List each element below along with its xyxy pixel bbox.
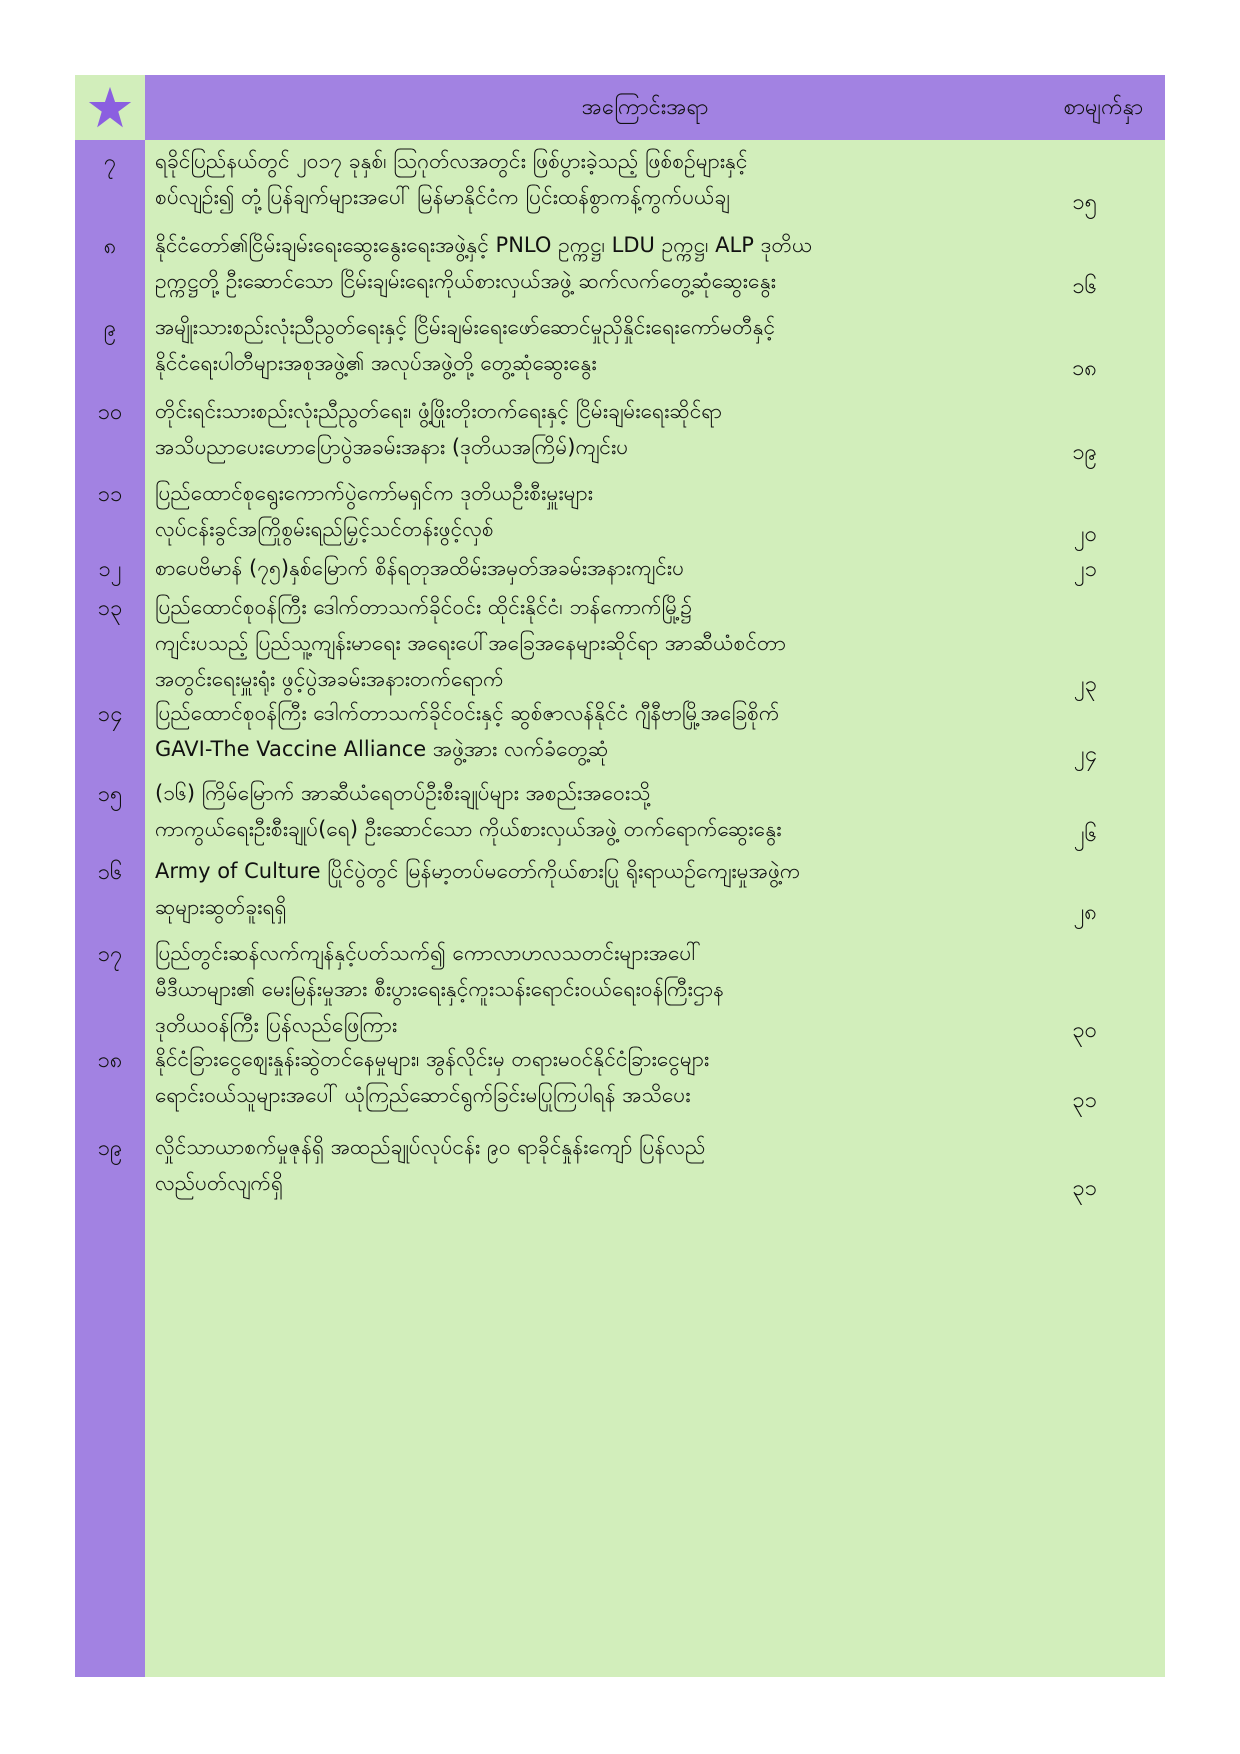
entry-title-line: တိုင်းရင်းသားစည်းလုံးညီညွတ်ရေး၊ ဖွံ့ဖြိုးတိုးတက်ရေးနှင့် ငြိမ်းချမ်းရေးဆိုင်ရာ (155, 399, 723, 423)
table-of-contents (75, 75, 1165, 1677)
entry-title-line: နိုင်ငံခြားငွေဈေးနှုန်းဆွဲတင်နေမှုများ၊ အွန်လိုင်းမှ တရားမဝင်နိုင်ငံခြားငွေများ (155, 1047, 710, 1071)
entry-title-line: ကာကွယ်ရေးဦးစီးချုပ်(ရေ) ဦးဆောင်သော ကိုယ်စားလှယ်အဖွဲ့ တက်ရောက်ဆွေးနွေး (155, 817, 782, 841)
entry-title-line: ရောင်းဝယ်သူများအပေါ် ယုံကြည်ဆောင်ရွက်ခြင်းမပြုကြပါရန် အသိပေး (155, 1083, 691, 1107)
entry-number: ၁၅ (97, 782, 123, 807)
entry-title-line: မီဒီယာများ၏ မေးမြန်းမှုအား စီးပွားရေးနှင့်ကူးသန်းရောင်းဝယ်ရေးဝန်ကြီးဌာန (155, 977, 725, 1001)
header-star-cell (75, 75, 145, 140)
entry-number: ၉ (103, 316, 117, 341)
entry-number: ၁၀ (97, 400, 123, 425)
entry-title (155, 1129, 1035, 1201)
entry-title-line: လုပ်ငန်းခွင်အကြိုစွမ်းရည်မြှင့်သင်တန်းဖွင့်လှစ် (155, 517, 494, 541)
entry-title (155, 775, 1035, 847)
header-title: အကြောင်းအရာ (581, 95, 709, 120)
header-bar (145, 75, 1165, 140)
entry-number: ၁၆ (97, 860, 123, 885)
entry-page-number: ၂၁ (1073, 557, 1097, 582)
entry-page-number: ၂၄ (1073, 742, 1097, 767)
entry-title (155, 589, 1035, 697)
entry-title (155, 853, 1035, 925)
entry-title-line: အသိပညာပေးဟောပြောပွဲအခမ်းအနား (ဒုတိယအကြိမ်)ကျင်းပ (155, 435, 629, 459)
entry-title-line: လည်ပတ်လျက်ရှိ (155, 1171, 284, 1195)
entry-title (155, 935, 1035, 1043)
entry-page-number: ၁၈ (1072, 356, 1097, 381)
header-page-label: စာမျက်နှာ (1063, 95, 1143, 120)
entry-title-line: ရခိုင်ပြည်နယ်တွင် ၂၀၁၇ ခုနှစ်၊ ဩဂုတ်လအတွင်း ဖြစ်ပွားခဲ့သည့် ဖြစ်စဉ်များနှင့် (155, 149, 748, 173)
entry-title-line: လှိုင်သာယာစက်မှုဇုန်ရှိ အထည်ချုပ်လုပ်ငန်း ၉၀ ရာခိုင်နှုန်းကျော် ပြန်လည် (155, 1135, 706, 1159)
entry-number: ၁၃ (97, 596, 123, 621)
entry-title-line: ပြည်တွင်းဆန်လက်ကျန်နှင့်ပတ်သက်၍ ကောလာဟလသတင်းများအပေါ် (155, 941, 701, 965)
entry-title (155, 227, 1035, 299)
entry-number: ၁၉ (97, 1136, 123, 1161)
entry-title-line: အတွင်းရေးမှူးရုံး ဖွင့်ပွဲအခမ်းအနားတက်ရောက် (155, 667, 504, 691)
entry-title (155, 143, 1035, 215)
entry-number: ၈ (103, 234, 117, 259)
entry-page-number: ၁၉ (1072, 440, 1097, 465)
entry-page-number: ၂၆ (1073, 822, 1097, 847)
entry-title (155, 550, 1035, 586)
entry-title-line: ပြည်ထောင်စုရွေးကောက်ပွဲကော်မရှင်က ဒုတိယဦးစီးမှူးများ (155, 481, 593, 505)
star-icon (87, 85, 133, 131)
entry-title (155, 393, 1035, 465)
entry-number: ၁၇ (97, 942, 123, 967)
entry-title-line: စာပေဗိမာန် (၇၅)နှစ်မြောက် စိန်ရတုအထိမ်းအမှတ်အခမ်းအနားကျင်းပ (155, 556, 685, 580)
entry-number: ၁၄ (97, 702, 123, 727)
entry-title-line: စပ်လျဉ်း၍ တုံ့ပြန်ချက်များအပေါ် မြန်မာနိုင်ငံက ပြင်းထန်စွာကန့်ကွက်ပယ်ချ (155, 185, 730, 209)
entry-page-number: ၁၅ (1072, 190, 1097, 215)
entry-title-line: နိုင်ငံရေးပါတီများအစုအဖွဲ့၏ အလုပ်အဖွဲ့တို့ တွေ့ဆုံဆွေးနွေး (155, 351, 597, 375)
entry-title (155, 695, 1035, 767)
entry-page-number: ၃၁ (1072, 1088, 1097, 1113)
entry-title-line: Army of Culture ပြိုင်ပွဲတွင် မြန်မာ့တပ်မတော်ကိုယ်စားပြု ရိုးရာယဉ်ကျေးမှုအဖွဲ့က (155, 859, 801, 883)
entry-title-line: (၁၆) ကြိမ်မြောက် အာဆီယံရေတပ်ဦးစီးချုပ်များ အစည်းအဝေးသို့ (155, 781, 651, 805)
entry-number: ၁၈ (97, 1048, 123, 1073)
entry-page-number: ၂၃ (1073, 672, 1097, 697)
entry-title-line: ပြည်ထောင်စုဝန်ကြီး ဒေါက်တာသက်ခိုင်ဝင်း ထိုင်းနိုင်ငံ၊ ဘန်ကောက်မြို့၌ (155, 595, 692, 619)
entry-title (155, 475, 1035, 547)
entry-number: ၁၂ (98, 557, 122, 582)
entry-title-line: ကျင်းပသည့် ပြည်သူ့ကျန်းမာရေး အရေးပေါ်အခြေအနေများဆိုင်ရာ အာဆီယံစင်တာ (155, 631, 787, 655)
entry-title-line: ပြည်ထောင်စုဝန်ကြီး ဒေါက်တာသက်ခိုင်ဝင်းနှင့် ဆွစ်ဇာလန်နိုင်ငံ ဂျီနီဗာမြို့အခြေစိုက် (155, 701, 780, 725)
entry-title-line: ဒုတိယဝန်ကြီး ပြန်လည်ဖြေကြား (155, 1013, 398, 1037)
entry-number: ၇ (103, 150, 117, 175)
entry-number: ၁၁ (97, 482, 123, 507)
entry-page-number: ၂၈ (1073, 900, 1097, 925)
entry-title-line: GAVI-The Vaccine Alliance အဖွဲ့အား လက်ခံတွေ့ဆုံ (155, 737, 609, 761)
entry-title-line: နိုင်ငံတော်၏ငြိမ်းချမ်းရေးဆွေးနွေးရေးအဖွဲ့နှင့် PNLO ဥက္ကဋ္ဌ၊ LDU ဥက္ကဋ္ဌ၊ ALP ဒုတိယ (155, 233, 813, 257)
entry-title-line: ဆုများဆွတ်ခူးရရှိ (155, 895, 287, 919)
entry-title-line: အမျိုးသားစည်းလုံးညီညွတ်ရေးနှင့် ငြိမ်းချမ်းရေးဖော်ဆောင်မှုညှိနှိုင်းရေးကော်မတီနှင့် (155, 315, 776, 339)
entry-page-number: ၂၀ (1073, 522, 1097, 547)
entry-page-number: ၁၆ (1072, 274, 1097, 299)
entry-page-number: ၃၀ (1072, 1018, 1097, 1043)
entry-title (155, 1041, 1035, 1113)
entry-page-number: ၃၁ (1072, 1176, 1097, 1201)
entry-title (155, 309, 1035, 381)
entry-title-line: ဥက္ကဋ္ဌတို့ ဦးဆောင်သော ငြိမ်းချမ်းရေးကိုယ်စားလှယ်အဖွဲ့ ဆက်လက်တွေ့ဆုံဆွေးနွေး (155, 269, 777, 293)
